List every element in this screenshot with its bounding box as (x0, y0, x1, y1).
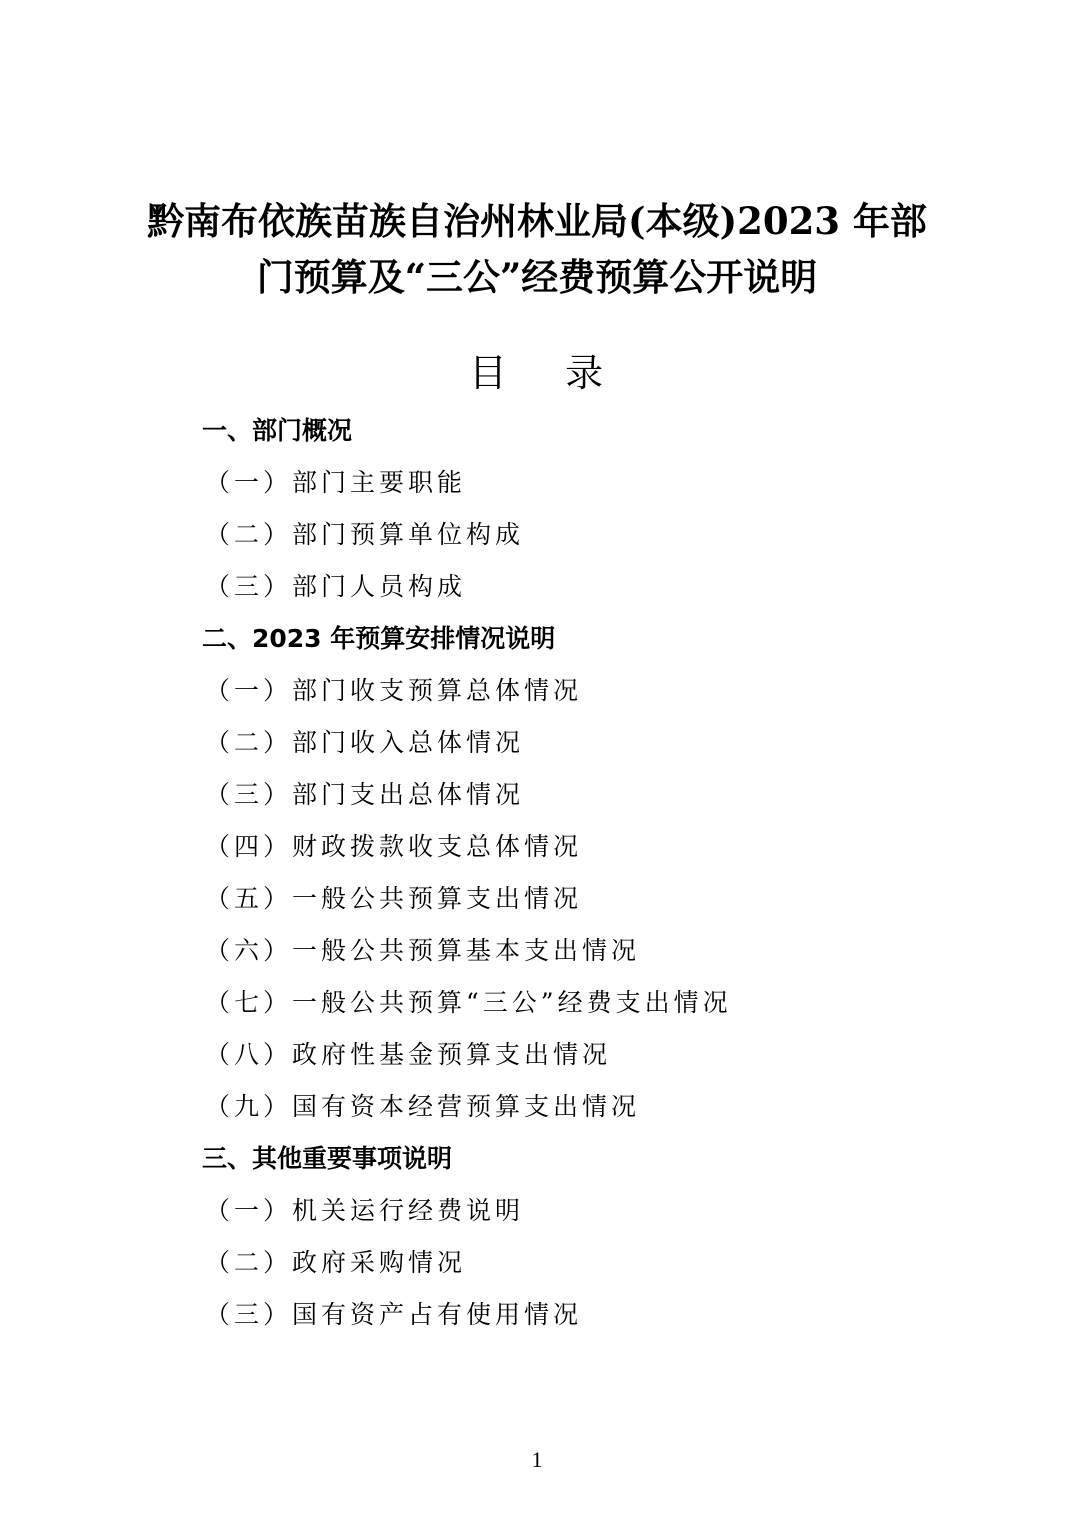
toc-entry: （七）一般公共预算“三公”经费支出情况 (205, 988, 732, 1017)
toc-entry: （四）财政拨款收支总体情况 (205, 832, 583, 861)
toc-section-heading: 一、部门概况 (202, 416, 353, 445)
toc-section-heading: 二、2023 年预算安排情况说明 (202, 624, 556, 653)
document-title-line-2: 门预算及“三公”经费预算公开说明 (256, 255, 818, 299)
toc-entry: （一）部门主要职能 (205, 468, 467, 497)
page-number: 1 (531, 1447, 543, 1472)
toc-entry: （三）部门人员构成 (205, 572, 467, 601)
toc-entry: （九）国有资本经营预算支出情况 (205, 1092, 641, 1121)
document-title (0, 193, 1074, 305)
toc-entry: （二）部门预算单位构成 (205, 520, 525, 549)
document-title-line-1: 黔南布依族苗族自治州林业局(本级)2023 年部 (147, 199, 927, 243)
toc-entry: （六）一般公共预算基本支出情况 (205, 936, 641, 965)
toc-section-heading: 三、其他重要事项说明 (202, 1144, 453, 1173)
toc-entry: （二）政府采购情况 (205, 1248, 467, 1277)
toc-entry: （三）国有资产占有使用情况 (205, 1300, 583, 1329)
toc-entry: （二）部门收入总体情况 (205, 728, 525, 757)
toc-entry: （八）政府性基金预算支出情况 (205, 1040, 612, 1069)
toc-entry: （五）一般公共预算支出情况 (205, 884, 583, 913)
toc-heading: 目 录 (468, 351, 606, 395)
toc-entry: （三）部门支出总体情况 (205, 780, 525, 809)
table-of-contents (0, 405, 1074, 1341)
toc-entry: （一）部门收支预算总体情况 (205, 676, 583, 705)
toc-entry: （一）机关运行经费说明 (205, 1196, 525, 1225)
